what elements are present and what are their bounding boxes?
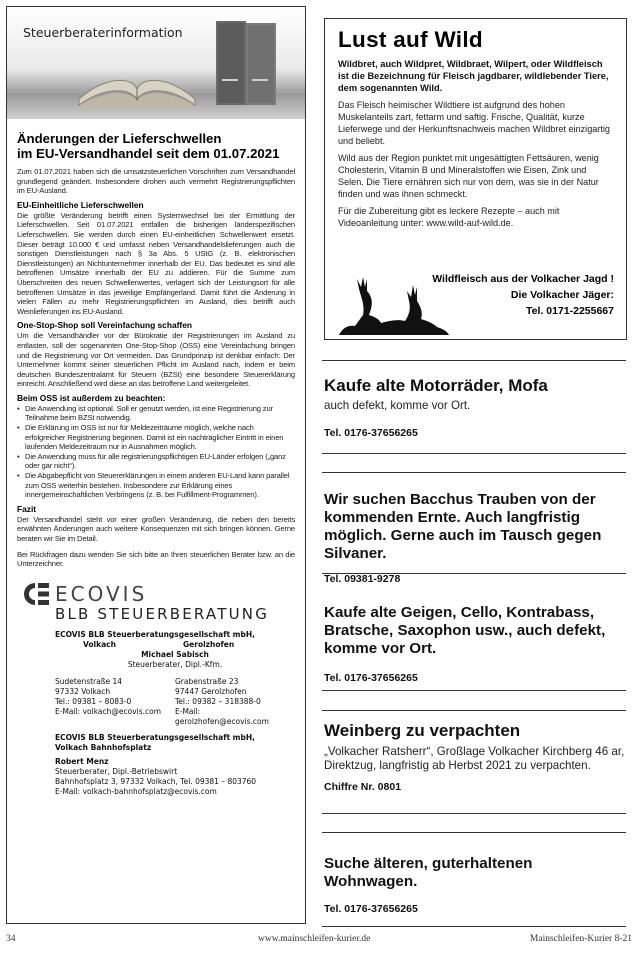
- ecovis-subbrand: BLB STEUERBERATUNG: [55, 604, 270, 623]
- divider: [322, 573, 626, 574]
- advisor-title: Steuerberater, Dipl.-Betriebswirt: [55, 766, 178, 776]
- wild-contact: Wildfleisch aus der Volkacher Jagd ! Die Volkacher Jäger: Tel. 0171-2255667: [432, 273, 614, 317]
- firm2-location: Volkach Bahnhofsplatz: [55, 742, 152, 752]
- divider: [322, 690, 626, 691]
- page-number: 34: [6, 934, 16, 944]
- classified-ad: [324, 855, 628, 915]
- ecovis-signature: [17, 581, 295, 797]
- divider: [322, 926, 626, 927]
- classified-ad: [324, 604, 628, 684]
- wild-lead: Wildbret, auch Wildpret, Wildbraet, Wilpert, oder Wildfleisch ist die Bezeichnung für Fleisch jagdbarer, wildlebender Tiere, dem sogenannten Wild.: [338, 59, 609, 93]
- divider: [322, 710, 626, 711]
- list-item: • Die Abgabepflicht von Steuererklärungen in einem anderen EU-Land kann parallel zum OSS weiterhin bestehen. Insbesondere zur Erklärung eines innergemeinschaftlichen Verbringens (z. B. bei Fulfillment-Programmen).: [17, 471, 295, 500]
- advisor-name: Robert Menz: [55, 756, 109, 766]
- classified-headline: Weinberg zu verpachten: [324, 721, 521, 740]
- ecovis-logo-icon: [21, 581, 51, 607]
- banner-label: Steuerberaterinformation: [23, 25, 183, 40]
- wild-text: Für die Zubereitung gibt es leckere Rezepte – auch mit Videoanleitung unter: www.wild-auf-wild.de.: [338, 206, 560, 228]
- footer-url[interactable]: www.mainschleifen-kurier.de: [258, 934, 371, 944]
- firm2-address: Bahnhofsplatz 3, 97332 Volkach, Tel. 09381 – 803760: [55, 776, 257, 786]
- divider: [322, 472, 626, 473]
- classified-headline: Kaufe alte Motorräder, Mofa: [324, 376, 548, 395]
- section-heading: EU-Einheitliche Lieferschwellen: [17, 199, 144, 210]
- firm2-contact-block: [55, 733, 295, 797]
- divider: [322, 813, 626, 814]
- classified-contact[interactable]: Tel. 0176-37656265: [324, 672, 418, 684]
- open-book-icon: [77, 69, 197, 113]
- section-text: Um die Versandhändler vor der Bürokratie der Registrierungen im Ausland zu entlasten, soll der sogenannten One-Stop-Shop (OSS) eine Vereinfachung bringen und die Registrierung vor Ort vermeiden. Das Grundprinzip ist denkbar einfach: Der Unternehmer kommt seiner steuerlichen Pflicht im Ausland nach, indem er beim deutschen Bundeszentralamt für Steuern (BZSt) eine besondere Steuererklärung einreicht. Anschließend wird diese an das betroffene Land weitergeleitet.: [17, 331, 295, 389]
- classified-contact[interactable]: Tel. 0176-37656265: [324, 427, 418, 439]
- list-item: • Die Anwendung ist optional. Soll er genutzt werden, ist eine Registrierung zur Teilnahme beim BZSt notwendig.: [17, 404, 295, 423]
- footer-issue: Mainschleifen-Kurier 8-21: [529, 934, 632, 944]
- classified-text: „Volkacher Ratsherr“, Großlage Volkacher Kirchberg 46 ar, Direktzug, langfristig ab Herbst 2021 zu verpachten.: [324, 745, 625, 772]
- section-heading: One-Stop-Shop soll Vereinfachung schaffen: [17, 320, 192, 331]
- wild-text: Das Fleisch heimischer Wildtiere ist aufgrund des hohen Muskelanteils zart, fettarm und saftig. Frische, Qualität, kurze Lieferwege und der Herkunftsnachweis machen Wildbret einzigartig und beliebt.: [338, 100, 610, 146]
- ecovis-brand: ECOVIS: [55, 581, 148, 606]
- classified-contact[interactable]: Tel. 0176-37656265: [324, 903, 418, 915]
- email-link[interactable]: E-Mail: volkach@ecovis.com: [55, 706, 162, 716]
- divider: [322, 360, 626, 361]
- divider: [322, 832, 626, 833]
- address-gerolzhofen: Grabenstraße 23 97447 Gerolzhofen Tel.: 09382 – 318388-0 E-Mail: gerolzhofen@ecovis.com: [175, 677, 295, 727]
- banner-image: [7, 7, 305, 119]
- classified-contact: Chiffre Nr. 0801: [324, 781, 402, 793]
- list-item: • Die Anwendung muss für alle registrierungspflichtigen EU-Länder erfolgen („ganz oder gar nicht“).: [17, 452, 295, 471]
- section-text: Die größte Veränderung betrifft einen Systemwechsel bei der Ermittlung der Lieferschwellen. Seit 01.07.2021 entfallen die bisherigen länderspezifischen Lieferschwellen. Sie werden durch einen EU-einheitlichen Schwellenwert ersetzt. Dieser beträgt 10.000 € und umfasst neben Versandhandelslieferungen auch die sonstigen Dienstleistungen nach § 3a Abs. 5 UStG (z. B. elektronischen Dienstleistungen) an Nichtunternehmer innerhalb der EU. Das bedeutet es sind alle betroffenen Umsätze innerhalb der EU zu addieren. Für die Summe zum Überschreiten des neuen Schwellenwertes, verlagert sich der Leistungsort für alle betroffenen Umsätze in das jeweilige Empfängerland. Damit führt die Änderung in vielen Fällen zu mehr Registrierungspflichten im Ausland, dies betrifft auch Weinlieferungen ins EU-Ausland.: [17, 210, 295, 316]
- wild-title: Lust auf Wild: [338, 27, 483, 52]
- section-heading: Beim OSS ist außerdem zu beachten:: [17, 392, 166, 403]
- advisor-name: Michael Sabisch: [141, 649, 209, 659]
- article-headline: Änderungen der Lieferschwellen im EU-Versandhandel seit dem 01.07.2021: [17, 131, 280, 161]
- email-link[interactable]: E-Mail: volkach-bahnhofsplatz@ecovis.com: [55, 786, 217, 796]
- books-icon: [212, 17, 292, 107]
- classified-text: auch defekt, komme vor Ort.: [324, 399, 471, 412]
- classified-ad: [324, 376, 628, 439]
- section-heading: Fazit: [17, 503, 37, 514]
- section-text: Bei Rückfragen dazu wenden Sie sich bitte an Ihren steuerlichen Berater bzw. an die Unterzeichner.: [17, 549, 295, 569]
- address-volkach: Sudetenstraße 14 97332 Volkach Tel.: 09381 – 8083-0 E-Mail: volkach@ecovis.com: [55, 677, 175, 727]
- classified-headline: Kaufe alte Geigen, Cello, Kontrabass, Bratsche, Saxophon usw., auch defekt, komme vor Ort.: [324, 604, 606, 657]
- wild-ad: [324, 18, 627, 340]
- section-text: Der Versandhandel steht vor einer großen Veränderung, die neben den bereits erwähnten Änderungen auch weitere Konsequenzen mit sich bringen können. Gerne beraten wir Sie im Detail.: [17, 514, 295, 543]
- phone-number[interactable]: Tel. 0171-2255667: [526, 305, 614, 317]
- firm-city: Gerolzhofen: [183, 639, 235, 649]
- firm-name: ECOVIS BLB Steuerberatungsgesellschaft mbH,: [55, 629, 255, 639]
- advisor-title: Steuerberater, Dipl.-Kfm.: [127, 659, 223, 669]
- classified-headline: Suche älteren, guterhaltenen Wohnwagen.: [324, 855, 533, 890]
- classified-ad: [324, 721, 628, 793]
- divider: [322, 453, 626, 454]
- firm-contact-block: [55, 630, 295, 797]
- classified-contact[interactable]: Tel. 09381-9278: [324, 573, 401, 585]
- classified-headline: Wir suchen Bacchus Trauben von der kommenden Ernte. Auch langfristig möglich. Gerne auch im Tausch gegen Silvaner.: [324, 491, 602, 562]
- article-intro: Zum 01.07.2021 haben sich die umsatzsteuerlichen Vorschriften zum Versandhandel grundlegend geändert. Insbesondere drohen auch vermehrt Registrierungspflichten im EU-Ausland.: [17, 167, 295, 196]
- oss-bullet-list: [17, 404, 295, 500]
- tax-advisor-ad: [6, 6, 306, 924]
- firm-city: Volkach: [83, 639, 116, 649]
- classified-ad: [324, 491, 628, 585]
- email-link[interactable]: E-Mail: gerolzhofen@ecovis.com: [175, 706, 269, 726]
- firm2-name: ECOVIS BLB Steuerberatungsgesellschaft mbH,: [55, 732, 255, 742]
- list-item: • Die Erklärung im OSS ist nur für Meldezeiträume möglich, welche nach erfolgreicher Registrierung beginnen. Damit ist ein nachträglicher Eintritt in einen laufenden Meldezeitraum nur in Ausnahmen möglich.: [17, 423, 295, 452]
- wild-text: Wild aus der Region punktet mit ungesättigten Fettsäuren, wenig Cholesterin, Vitamin B und Mineralstoffen wie Eisen, Zink und Selen. Die Tiere ernähren sich nur von dem, was sie in der Natur finden und was ihnen schmeckt.: [338, 153, 599, 199]
